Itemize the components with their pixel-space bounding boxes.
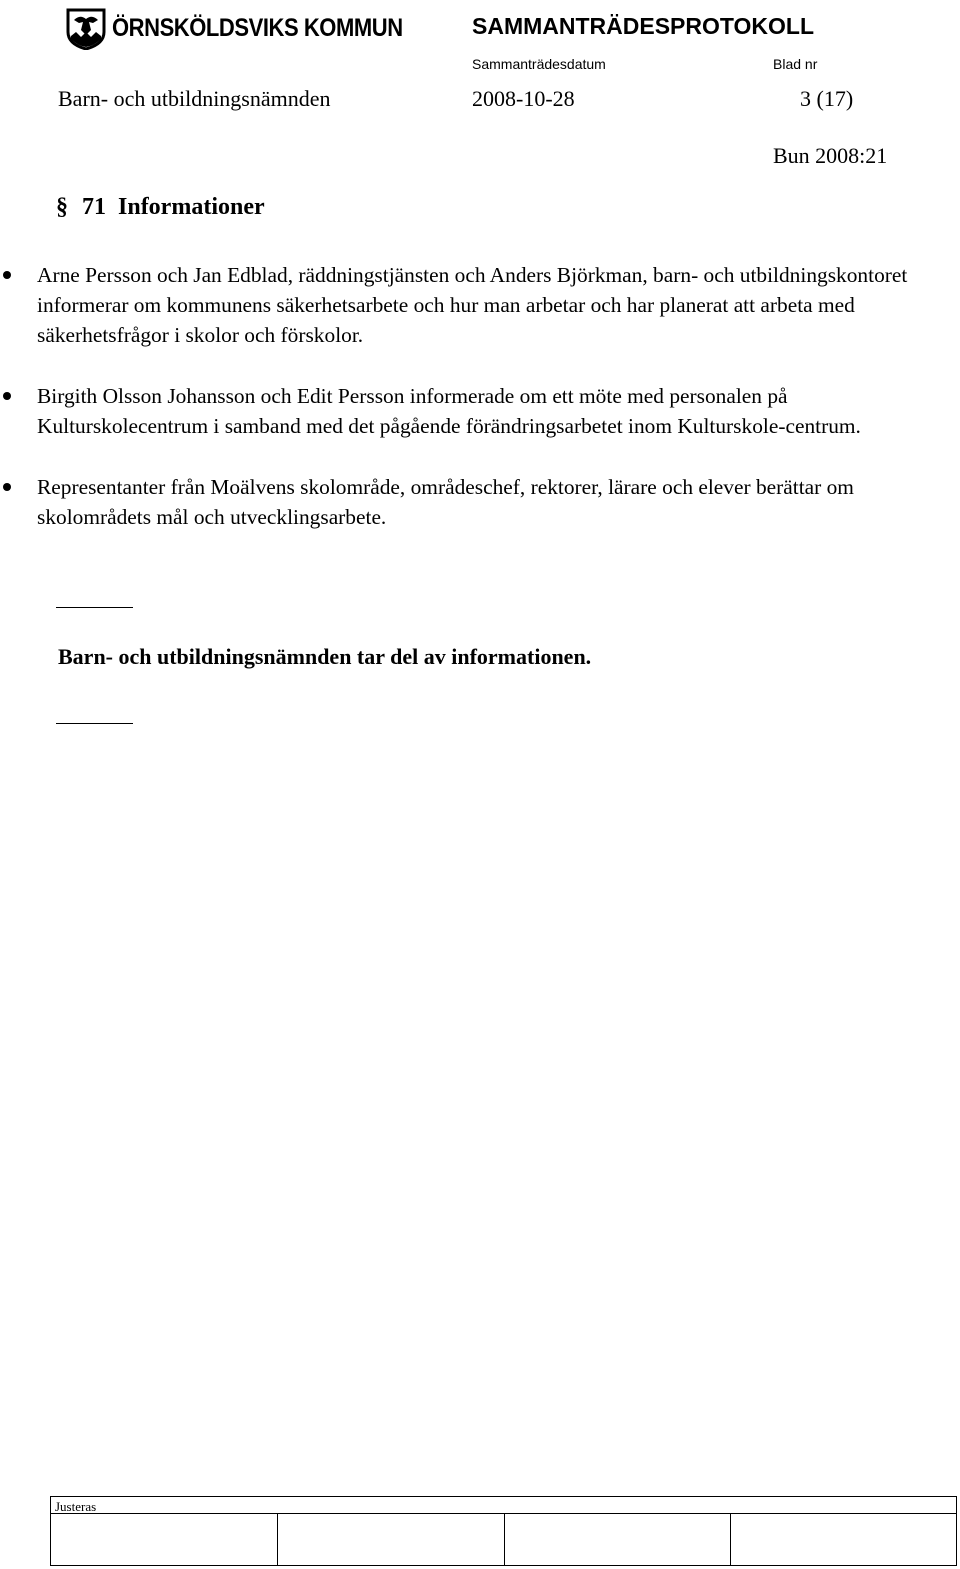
meeting-date-label: Sammanträdesdatum: [472, 56, 606, 72]
page-label: Blad nr: [773, 56, 818, 72]
coat-of-arms-icon: [66, 8, 106, 50]
section-number: 71: [82, 194, 106, 220]
logo-text: ÖRNSKÖLDSVIKS KOMMUN: [112, 14, 403, 42]
bullet-icon: [3, 392, 11, 400]
committee-name: Barn- och utbildningsnämnden: [58, 86, 331, 111]
list-item: [0, 472, 960, 532]
document-type: SAMMANTRÄDESPROTOKOLL: [472, 13, 815, 39]
divider: [56, 607, 133, 608]
bullet-list: [0, 260, 960, 563]
bullet-text: Birgith Olsson Johansson och Edit Persson informerade om ett möte med personalen på Kulturskolecentrum i samband med det pågående förändringsarbetet inom Kulturskole-centrum.: [37, 384, 861, 438]
approval-label: Justeras: [55, 1499, 97, 1514]
bullet-icon: [3, 483, 11, 491]
list-item: [0, 381, 960, 441]
approval-table: [50, 1496, 957, 1566]
list-item: [0, 260, 960, 350]
page-number: 3 (17): [800, 86, 854, 111]
divider: [56, 723, 133, 724]
municipality-logo: [66, 6, 403, 50]
bullet-icon: [3, 271, 11, 279]
section-heading: [56, 194, 265, 221]
section-symbol: §: [56, 194, 68, 220]
bullet-text: Arne Persson och Jan Edblad, räddningstjänsten och Anders Björkman, barn- och utbildningskontoret informerar om kommunens säkerhetsarbete och hur man arbetar och har planerat att arbeta med säkerhetsfrågor i skolor och förskolor.: [37, 263, 908, 347]
decision-text: Barn- och utbildningsnämnden tar del av informationen.: [58, 644, 592, 669]
case-number: Bun 2008:21: [773, 143, 888, 168]
bullet-text: Representanter från Moälvens skolområde, områdeschef, rektorer, lärare och elever berättar om skolområdets mål och utvecklingsarbete.: [37, 475, 854, 529]
signature-cell[interactable]: [730, 1513, 731, 1565]
signature-cell[interactable]: [504, 1513, 505, 1565]
section-title: Informationer: [118, 194, 265, 220]
meeting-date: 2008-10-28: [472, 86, 575, 111]
signature-cell[interactable]: [277, 1513, 278, 1565]
